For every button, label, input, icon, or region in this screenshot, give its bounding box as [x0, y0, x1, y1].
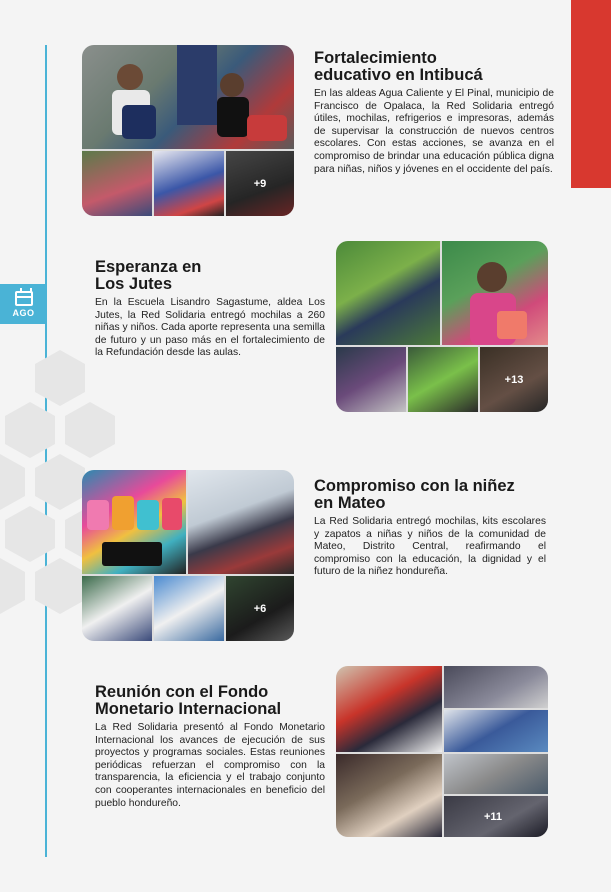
story-body: En las aldeas Agua Caliente y El Pinal, municipio de Francisco de Opalaca, la Red Solidaria entregó útiles, mochilas, refrigerios e impresoras, además de supervisar la construcción de nuevos centros escolares. Con estas acciones, se avanza en el compromiso de brindar una educación pública digna para niñas, niños y jóvenes en el occidente del país.	[314, 88, 554, 175]
red-corner-tab	[571, 0, 611, 188]
date-badge	[0, 284, 47, 324]
story-fmi	[95, 684, 325, 810]
story-body: La Red Solidaria entregó mochilas, kits escolares y zapatos a niñas y niños de la comunidad de Mateo, Distrito Central, reafirmando el compromiso con la educación, la dignidad y el futuro de la niñez hondureña.	[314, 516, 546, 578]
more-photos-overlay[interactable]: +9	[226, 151, 294, 216]
backpacks-display-photo	[82, 470, 186, 574]
gallery-photo[interactable]	[336, 347, 406, 412]
girl-with-backpack-photo	[442, 241, 548, 345]
story-mateo	[314, 478, 546, 579]
photo-gallery-intibuca[interactable]	[82, 45, 294, 216]
gallery-photo[interactable]	[442, 241, 548, 345]
story-title: Compromiso con la niñez en Mateo	[314, 477, 515, 512]
gallery-photo[interactable]	[82, 576, 152, 641]
date-badge-label: AGO	[12, 307, 35, 318]
gallery-photo[interactable]	[188, 470, 294, 574]
more-photos-overlay[interactable]: +11	[444, 796, 548, 837]
gallery-photo[interactable]	[444, 666, 548, 708]
gallery-photo[interactable]	[82, 151, 152, 216]
gallery-photo[interactable]	[444, 710, 548, 752]
calendar-icon	[15, 291, 33, 306]
story-body: La Red Solidaria presentó al Fondo Monetario Internacional los avances de ejecución de sus proyectos y programas sociales. Estas reuniones periódicas refuerzan el compromiso con la transparencia, la eficiencia y el trabajo conjunto con cooperantes internacionales en beneficio del pueblo hondureño.	[95, 722, 325, 809]
story-title: Fortalecimiento educativo en Intibucá	[314, 49, 483, 84]
photo-gallery-los-jutes[interactable]	[336, 241, 548, 412]
gallery-photo[interactable]	[336, 241, 440, 345]
gallery-photo[interactable]	[82, 470, 186, 574]
gallery-photo[interactable]	[444, 754, 548, 794]
more-photos-overlay[interactable]: +6	[226, 576, 294, 641]
gallery-photo[interactable]	[336, 754, 442, 837]
gallery-photo[interactable]	[82, 45, 294, 149]
story-title: Reunión con el Fondo Monetario Internacional	[95, 683, 282, 718]
photo-gallery-fmi[interactable]	[336, 666, 548, 837]
more-photos-overlay[interactable]: +13	[480, 347, 548, 412]
gallery-photo[interactable]	[408, 347, 478, 412]
gallery-photo[interactable]	[336, 666, 442, 752]
gallery-photo[interactable]	[154, 151, 224, 216]
story-title: Esperanza en Los Jutes	[95, 258, 202, 293]
story-los-jutes	[95, 259, 325, 360]
children-with-backpacks-photo	[82, 45, 294, 149]
photo-gallery-mateo[interactable]	[82, 470, 294, 641]
story-body: En la Escuela Lisandro Sagastume, aldea Los Jutes, la Red Solidaria entregó mochilas a 260 niñas y niños. Cada aporte representa una semilla de futuro y un paso más en el fortalecimiento de la Refundación desde las aulas.	[95, 297, 325, 359]
gallery-photo[interactable]	[154, 576, 224, 641]
story-intibuca	[314, 50, 554, 176]
